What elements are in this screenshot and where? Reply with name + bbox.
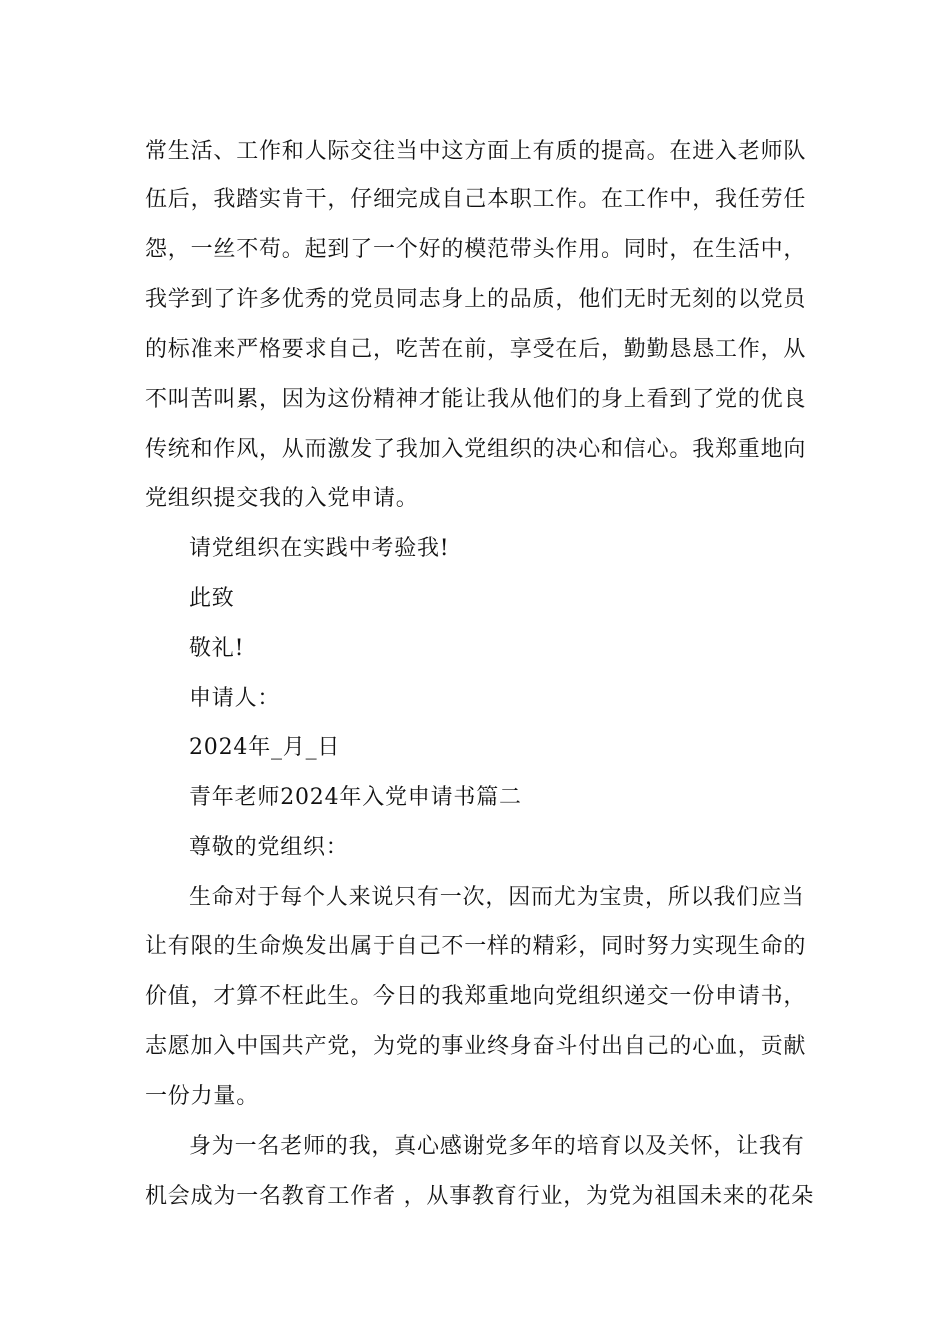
- paragraph-line: 我学到了许多优秀的党员同志身上的品质，他们无时无刻的以党员: [145, 287, 807, 312]
- section-title: 青年老师2024年入党申请书篇二: [189, 785, 522, 810]
- paragraph-line: 机会成为一名教育工作者 ，从事教育行业，为党为祖国未来的花朵: [145, 1184, 814, 1209]
- salutation-respect: 敬礼!: [189, 636, 245, 661]
- paragraph-line: 党组织提交我的入党申请。: [145, 486, 419, 511]
- salutation-to: 此致: [189, 586, 235, 611]
- paragraph-line: 价值，才算不枉此生。今日的我郑重地向党组织递交一份申请书，: [145, 984, 807, 1009]
- greeting: 尊敬的党组织：: [189, 835, 349, 860]
- paragraph-line: 志愿加入中国共产党，为党的事业终身奋斗付出自己的心血，贡献: [145, 1034, 807, 1059]
- paragraph-line: 不叫苦叫累，因为这份精神才能让我从他们的身上看到了党的优良: [145, 387, 807, 412]
- paragraph-line: 传统和作风，从而激发了我加入党组织的决心和信心。我郑重地向: [145, 437, 807, 462]
- paragraph-line: 身为一名老师的我，真心感谢党多年的培育以及关怀，让我有: [189, 1134, 805, 1159]
- paragraph-line: 伍后，我踏实肯干，仔细完成自己本职工作。在工作中，我任劳任: [145, 187, 807, 212]
- paragraph-line: 一份力量。: [145, 1084, 260, 1109]
- paragraph-line: 让有限的生命焕发出属于自己不一样的精彩，同时努力实现生命的: [145, 934, 807, 959]
- paragraph-line: 怨，一丝不苟。起到了一个好的模范带头作用。同时，在生活中，: [145, 237, 807, 262]
- paragraph-line: 的标准来严格要求自己，吃苦在前，享受在后，勤勤恳恳工作，从: [145, 337, 807, 362]
- date-line: 2024年_月_日: [189, 735, 341, 760]
- applicant-label: 申请人：: [189, 686, 281, 711]
- paragraph-line: 常生活、工作和人际交往当中这方面上有质的提高。在进入老师队: [145, 139, 807, 164]
- closing-request: 请党组织在实践中考验我!: [189, 536, 450, 561]
- paragraph-line: 生命对于每个人来说只有一次，因而尤为宝贵，所以我们应当: [189, 885, 805, 910]
